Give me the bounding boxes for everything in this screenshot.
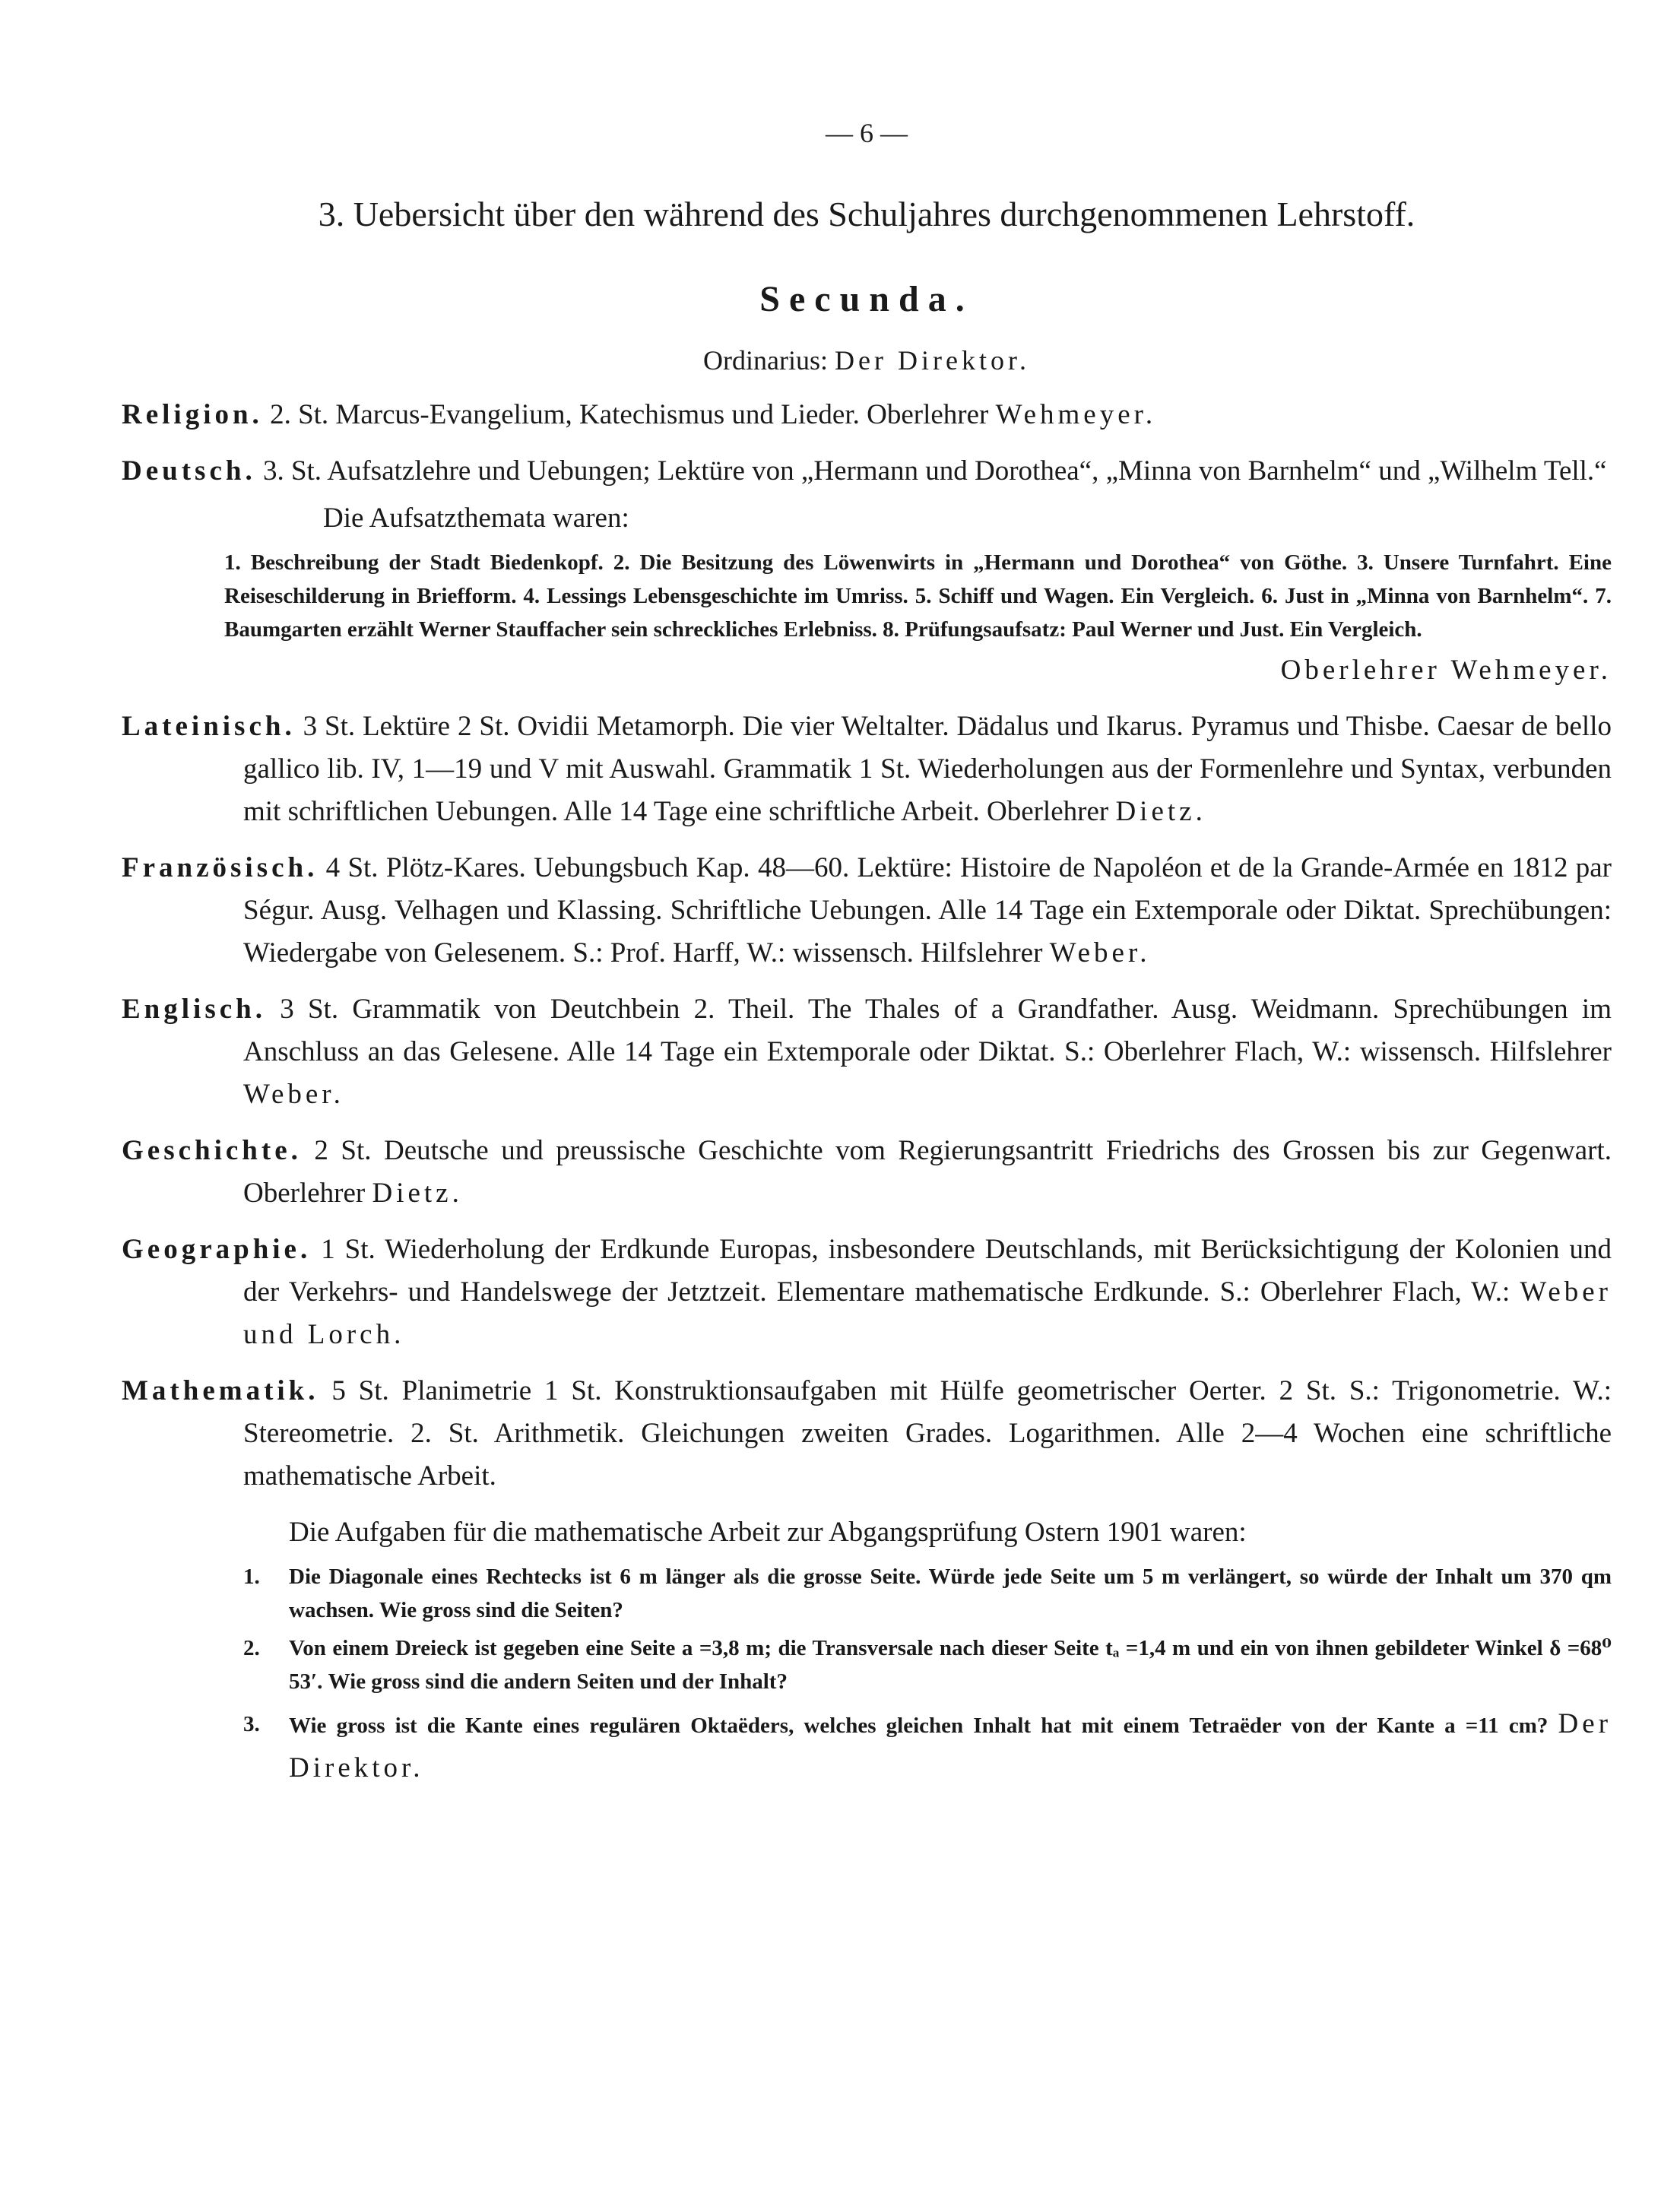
subject-name: Geographie. — [122, 1234, 312, 1265]
ordinarius-name: Der Direktor. — [835, 345, 1030, 376]
subject-englisch — [122, 988, 1612, 1116]
teacher: Weber. — [243, 1079, 344, 1110]
teacher: Dietz. — [372, 1178, 463, 1209]
math-task — [243, 1703, 1612, 1791]
subject-name: Lateinisch. — [122, 711, 296, 742]
subject-religion — [122, 394, 1612, 436]
teacher: Dietz. — [1115, 796, 1206, 827]
math-intro: Die Aufgaben für die mathematische Arbeit zur Abgangsprüfung Ostern 1901 waren: — [289, 1517, 1247, 1548]
ordinarius-label: Ordinarius: — [703, 345, 829, 376]
subject-geographie — [122, 1229, 1612, 1356]
subject-geschichte — [122, 1130, 1612, 1215]
teacher: Weber. — [1049, 937, 1151, 969]
aufsatz-list: 1. Beschreibung der Stadt Biedenkopf. 2. Die Besitzung des Löwenwirts in „Hermann und Dorothea“ von Göthe. 3. Unsere Turnfahrt. Eine Reiseschilderung in Briefform. 4. Lessings Lebensgeschichte im Umriss. 5. Schiff und Wagen. Ein Vergleich. 6. Just in „Minna von Barnhelm“. 7. Baumgarten erzählt Werner Stauffacher sein schreckliches Erlebniss. 8. Prüfungsaufsatz: Paul Werner und Just. Ein Vergleich. — [224, 550, 1612, 642]
aufsatz-teacher — [122, 649, 1612, 692]
subject-name: Französisch. — [122, 852, 319, 883]
subject-lateinisch — [122, 705, 1612, 833]
subject-text: 2 St. Deutsche und preussische Geschichte vom Regierungsantritt Friedrichs des Grossen bis zur Gegenwart. Oberlehrer — [243, 1135, 1612, 1209]
subject-text: 5 St. Planimetrie 1 St. Konstruktionsaufgaben mit Hülfe geometrischer Oerter. 2 St. S.: Trigonometrie. W.: Stereometrie. 2. St. Arithmetik. Gleichungen zweiten Grades. Logarithmen. Alle 2—4 Wochen eine schriftliche mathematische Arbeit. — [243, 1375, 1612, 1492]
subject-mathematik — [122, 1370, 1612, 1498]
subject-name: Englisch. — [122, 994, 266, 1025]
aufsatz-intro: Die Aufsatzthemata waren: — [323, 503, 629, 534]
math-task — [243, 1560, 1612, 1627]
task-text: Die Diagonale eines Rechtecks ist 6 m länger als die grosse Seite. Würde jede Seite um 5 m verlängert, so würde der Inhalt um 370 qm wachsen. Wie gross sind die Seiten? — [289, 1565, 1612, 1622]
subject-text: 2. St. Marcus-Evangelium, Katechismus und Lieder. Oberlehrer — [270, 399, 996, 430]
subject-name: Geschichte. — [122, 1135, 302, 1166]
teacher: Oberlehrer Wehmeyer. — [1280, 655, 1612, 686]
task-number: 3. — [243, 1712, 260, 1736]
signature: Der Direktor. — [289, 1708, 1612, 1783]
subject-text: 3 St. Lektüre 2 St. Ovidii Metamorph. Die vier Weltalter. Dädalus und Ikarus. Pyramus und Thisbe. Caesar de bello gallico lib. IV, 1—19 und V mit Auswahl. Grammatik 1 St. Wiederholungen aus der Formenlehre und Syntax, verbunden mit schriftlichen Uebungen. Alle 14 Tage eine schriftliche Arbeit. Oberlehrer — [243, 711, 1612, 827]
section-heading: 3. Uebersicht über den während des Schuljahres durchgenommenen Lehrstoff. — [318, 195, 1415, 233]
subject-text: 3 St. Grammatik von Deutchbein 2. Theil. The Thales of a Grandfather. Ausg. Weidmann. Sprechübungen im Anschluss an das Gelesene. Alle 14 Tage ein Extemporale oder Diktat. S.: Oberlehrer Flach, W.: wissensch. Hilfslehrer — [243, 994, 1612, 1067]
subject-name: Religion. — [122, 399, 263, 430]
task-number: 1. — [243, 1565, 260, 1589]
subject-deutsch — [122, 450, 1612, 493]
subject-text: 1 St. Wiederholung der Erdkunde Europas, insbesondere Deutschlands, mit Berücksichtigung der Kolonien und der Verkehrs- und Handelswege der Jetztzeit. Elementare mathematische Erdkunde. S.: Oberlehrer Flach, W.: — [243, 1234, 1612, 1308]
task-number: 2. — [243, 1636, 260, 1660]
subject-franzoesisch — [122, 847, 1612, 975]
class-title: Secunda. — [759, 279, 974, 319]
task-text: Von einem Dreieck ist gegeben eine Seite a =3,8 m; die Transversale nach dieser Seite tₐ =1,4 m und ein von ihnen gebildeter Winkel δ =68⁰ 53′. Wie gross sind die andern Seiten und der Inhalt? — [289, 1636, 1612, 1694]
subject-name: Mathematik. — [122, 1375, 319, 1406]
subject-name: Deutsch. — [122, 455, 256, 487]
teacher: Weber und Lorch. — [243, 1276, 1612, 1350]
math-task — [243, 1631, 1612, 1698]
math-tasks — [122, 1560, 1612, 1791]
subject-text: 3. St. Aufsatzlehre und Uebungen; Lektüre von „Hermann und Dorothea“, „Minna von Barnhelm“ und „Wilhelm Tell.“ — [262, 455, 1607, 487]
ordinarius — [122, 341, 1612, 380]
teacher: Wehmeyer. — [995, 399, 1157, 430]
task-text: Wie gross ist die Kante eines regulären Oktaëders, welches gleichen Inhalt hat mit einem Tetraëder von der Kante a =11 cm? — [289, 1714, 1548, 1738]
page-number: — 6 — — [826, 118, 908, 148]
subject-text: 4 St. Plötz-Kares. Uebungsbuch Kap. 48—60. Lektüre: Histoire de Napoléon et de la Grande-Armée en 1812 par Ségur. Ausg. Velhagen und Klassing. Schriftliche Uebungen. Alle 14 Tage ein Extemporale oder Diktat. Sprechübungen: Wiedergabe von Gelesenem. S.: Prof. Harff, W.: wissensch. Hilfslehrer — [243, 852, 1612, 969]
